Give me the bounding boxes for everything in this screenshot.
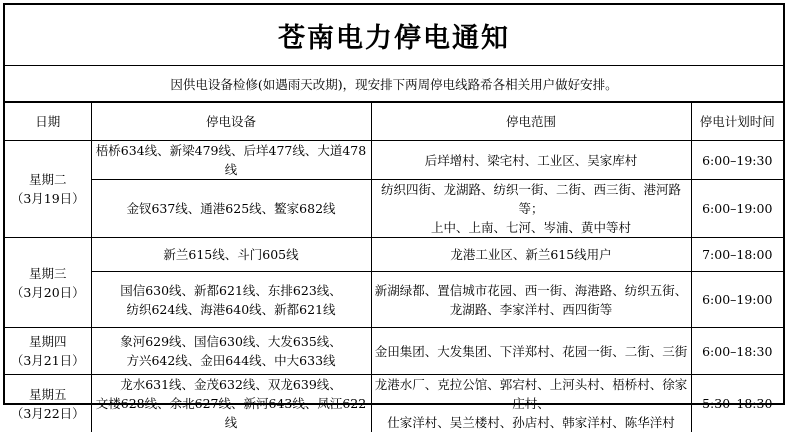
table-row [5,180,783,238]
time-cell: 5:30–18:30 [691,375,783,432]
date-cell [5,375,91,432]
range-cell: 新湖绿都、置信城市花园、西一街、海港路、纺织五街、 龙湖路、李家洋村、西四街等 [371,272,691,328]
range-cell: 龙港水厂、克拉公馆、郭宕村、上河头村、梧桥村、徐家庄村、 仕家洋村、吴兰楼村、孙店村、韩家洋村、陈华洋村 [371,375,691,432]
day-label: 星期五 [7,385,89,404]
range-cell: 纺织四街、龙湖路、纺织一街、二街、西三街、港河路等； 上中、上南、七河、岑浦、黄中等村 [371,180,691,238]
table-row [5,328,783,375]
table-row [5,141,783,180]
time-cell: 6:00–18:30 [691,328,783,375]
outage-notice-sheet [3,3,785,405]
equipment-cell: 象河629线、国信630线、大发635线、 方兴642线、金田644线、中大633线 [91,328,371,375]
day-label: 星期四 [7,332,89,351]
header-equipment: 停电设备 [91,103,371,141]
equipment-cell: 金钗637线、通港625线、鳘家682线 [91,180,371,238]
header-range: 停电范围 [371,103,691,141]
time-cell: 6:00–19:00 [691,180,783,238]
day-label: 星期三 [7,264,89,283]
date-cell [5,141,91,238]
table-row [5,272,783,328]
day-label: 星期二 [7,170,89,189]
equipment-cell: 新兰615线、斗门605线 [91,238,371,272]
range-cell: 后垟增村、梁宅村、工业区、吴家库村 [371,141,691,180]
range-cell: 龙港工业区、新兰615线用户 [371,238,691,272]
date-label: （3月19日） [7,189,89,208]
date-cell [5,238,91,328]
outage-schedule-table [5,102,783,432]
date-cell [5,328,91,375]
date-label: （3月22日） [7,404,89,423]
date-label: （3月21日） [7,351,89,370]
page-title: 苍南电力停电通知 [5,5,783,66]
equipment-cell: 梧桥634线、新梁479线、后垟477线、大道478线 [91,141,371,180]
header-time: 停电计划时间 [691,103,783,141]
time-cell: 7:00–18:00 [691,238,783,272]
range-cell: 金田集团、大发集团、下洋郑村、花园一街、二街、三街 [371,328,691,375]
equipment-cell: 龙水631线、金茂632线、双龙639线、 文楼628线、余北627线、新河643线、凤江622线 [91,375,371,432]
notice-text: 因供电设备检修(如遇雨天改期)，现安排下两周停电线路希各相关用户做好安排。 [5,66,783,102]
time-cell: 6:00–19:30 [691,141,783,180]
table-row [5,238,783,272]
date-label: （3月20日） [7,283,89,302]
header-date: 日期 [5,103,91,141]
table-row [5,375,783,432]
equipment-cell: 国信630线、新都621线、东排623线、 纺织624线、海港640线、新都621线 [91,272,371,328]
time-cell: 6:00–19:00 [691,272,783,328]
